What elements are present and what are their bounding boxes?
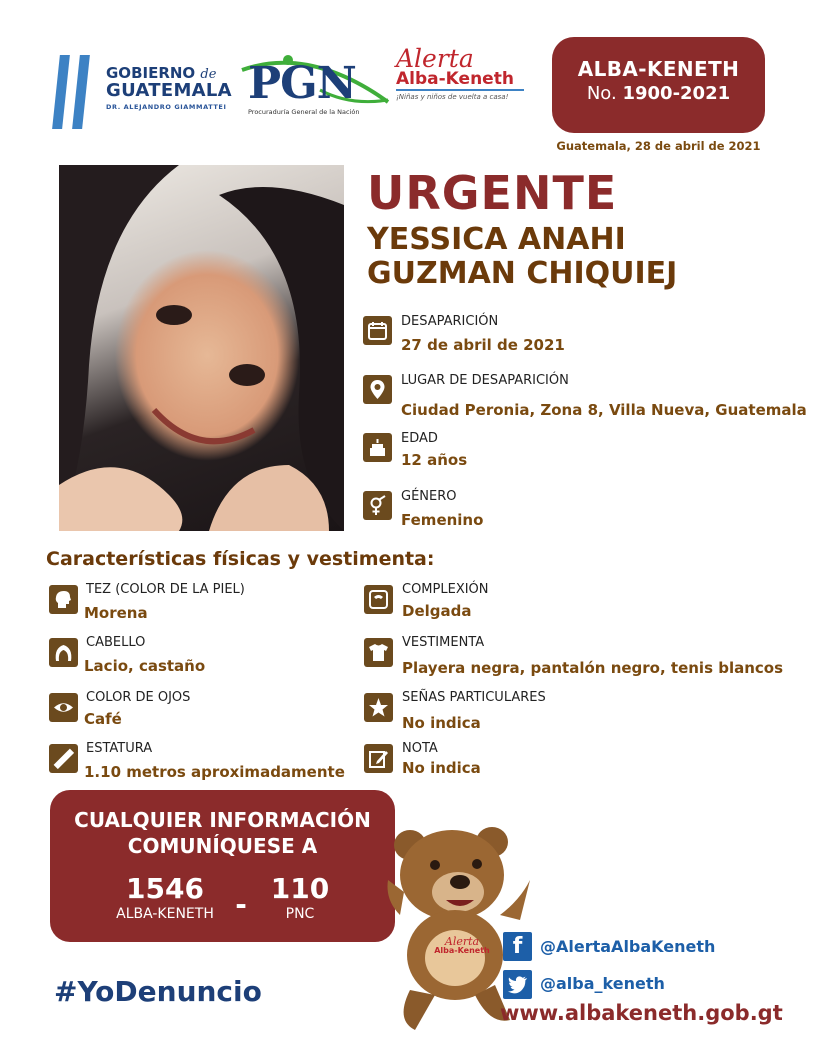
hair-icon (49, 638, 78, 667)
gobierno-line2: GUATEMALA (106, 79, 232, 101)
gobierno-line1: GOBIERNO (106, 64, 196, 82)
contact-box (50, 790, 395, 942)
twitter-icon[interactable] (503, 970, 532, 999)
eyes-label: COLOR DE OJOS (86, 690, 191, 705)
issue-date: Guatemala, 28 de abril de 2021 (556, 139, 761, 153)
char-note (364, 741, 794, 781)
eye-icon (49, 693, 78, 722)
case-title: ALBA-KENETH (577, 57, 740, 81)
build-label: COMPLEXIÓN (402, 582, 489, 597)
website-link[interactable]: www.albakeneth.gob.gt (500, 1001, 783, 1025)
facebook-icon[interactable]: f (503, 932, 532, 961)
gobierno-de: de (200, 67, 217, 82)
marks-label: SEÑAS PARTICULARES (402, 690, 546, 705)
char-eyes (49, 690, 349, 730)
hashtag: #YoDenuncio (54, 975, 262, 1008)
ruler-icon (49, 744, 78, 773)
note-edit-icon (364, 744, 393, 773)
height-label: ESTATURA (86, 741, 153, 756)
facebook-handle[interactable]: @AlertaAlbaKeneth (540, 937, 716, 956)
hair-value: Lacio, castaño (84, 657, 206, 675)
contact-number2-label: PNC (285, 906, 315, 922)
disappearance-label: DESAPARICIÓN (401, 314, 499, 329)
bear-badge-script: Alerta (444, 935, 480, 948)
person-name-line2: GUZMAN CHIQUIEJ (367, 256, 678, 291)
contact-line2: COMUNÍQUESE A (127, 834, 318, 858)
hair-label: CABELLO (86, 635, 146, 650)
pgn-logo: PGN (248, 58, 356, 109)
contact-number1-label: ALBA-KENETH (116, 906, 214, 922)
clothing-label: VESTIMENTA (402, 635, 485, 650)
eyes-value: Café (84, 710, 122, 728)
contact-separator: - (235, 888, 247, 921)
case-number (552, 83, 765, 104)
characteristics-title: Características físicas y vestimenta: (46, 548, 435, 570)
location-pin-icon (363, 375, 392, 404)
contact-line1: CUALQUIER INFORMACIÓN (74, 808, 371, 832)
cake-icon (363, 433, 392, 462)
skin-value: Morena (84, 604, 148, 622)
char-height (49, 741, 349, 783)
clothing-value: Playera negra, pantalón negro, tenis blancos (402, 659, 784, 677)
scale-icon (364, 585, 393, 614)
bear-badge (432, 936, 492, 955)
case-no-label: No. (586, 83, 617, 104)
age-value: 12 años (401, 451, 468, 469)
alerta-name: Alba-Keneth (396, 71, 524, 91)
alerta-alba-keneth-logo (396, 46, 536, 101)
case-no-value: 1900-2021 (622, 83, 731, 104)
disappearance-value: 27 de abril de 2021 (401, 336, 565, 354)
pgn-subtitle: Procuraduría General de la Nación (248, 108, 360, 116)
calendar-icon (363, 316, 392, 345)
char-skin (49, 582, 349, 622)
urgent-heading: URGENTE (367, 166, 618, 220)
gobierno-line3: DR. ALEJANDRO GIAMMATTEI (106, 102, 227, 111)
gobierno-logo-bars (52, 55, 100, 129)
marks-value: No indica (402, 714, 481, 732)
build-value: Delgada (402, 602, 472, 620)
tshirt-icon (364, 638, 393, 667)
case-number-box (552, 37, 765, 133)
char-hair (49, 635, 349, 675)
contact-number-alba-keneth[interactable]: 1546 (126, 872, 204, 905)
height-value: 1.10 metros aproximadamente (84, 763, 345, 781)
bear-badge-name: Alba-Keneth (434, 946, 490, 955)
age-label: EDAD (401, 431, 438, 446)
gender-value: Femenino (401, 511, 484, 529)
char-marks (364, 690, 794, 734)
note-label: NOTA (402, 741, 438, 756)
place-label: LUGAR DE DESAPARICIÓN (401, 373, 569, 388)
char-clothing (364, 635, 794, 679)
head-profile-icon (49, 585, 78, 614)
alerta-tagline: ¡Niñas y niños de vuelta a casa! (396, 92, 509, 101)
missing-person-photo (59, 165, 344, 531)
gender-icon (363, 491, 392, 520)
contact-number-pnc[interactable]: 110 (270, 872, 330, 905)
char-build (364, 582, 794, 622)
skin-label: TEZ (COLOR DE LA PIEL) (86, 582, 245, 597)
note-value: No indica (402, 759, 481, 777)
twitter-handle[interactable]: @alba_keneth (540, 974, 665, 993)
gender-label: GÉNERO (401, 489, 457, 504)
alerta-script: Alerta (396, 44, 474, 73)
star-icon (364, 693, 393, 722)
person-name-line1: YESSICA ANAHI (367, 222, 626, 257)
gobierno-logo (106, 66, 246, 110)
place-value: Ciudad Peronia, Zona 8, Villa Nueva, Guatemala (401, 401, 807, 419)
